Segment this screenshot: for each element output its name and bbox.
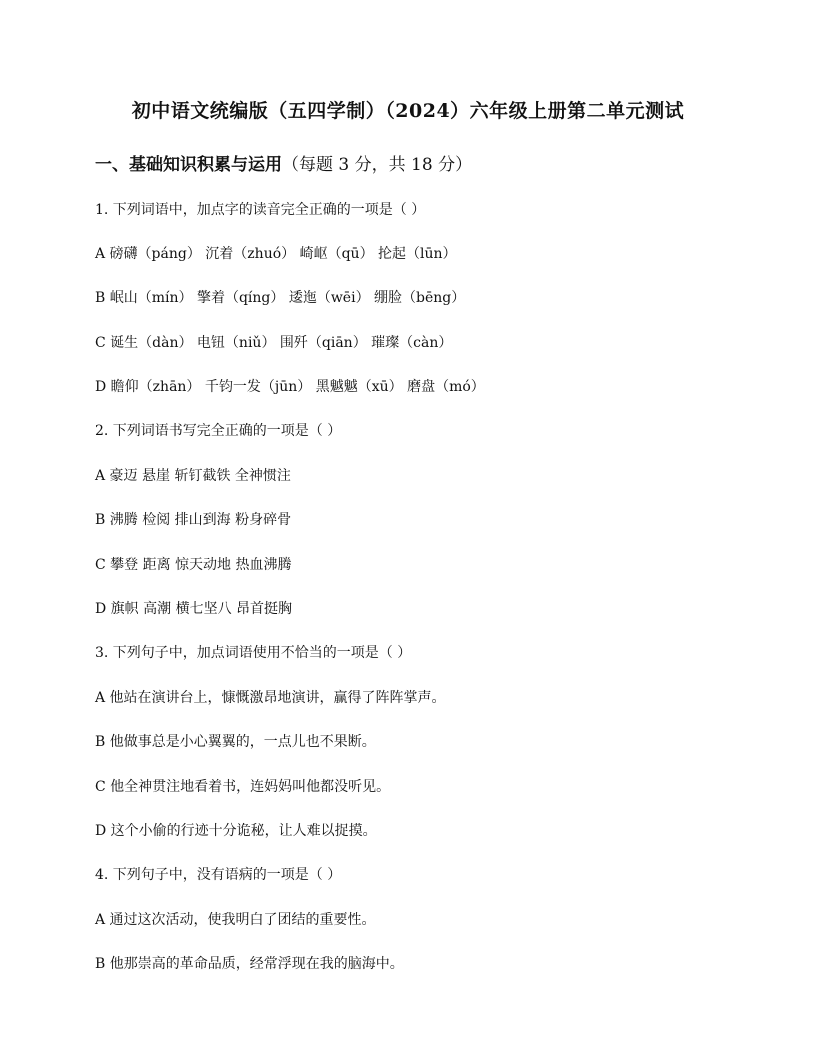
question-1: 1. 下列词语中，加点字的读音完全正确的一项是（ ） [95, 202, 426, 218]
question-4-option-b: B 他那崇高的革命品质，经常浮现在我的脑海中。 [95, 956, 404, 972]
section-heading [95, 150, 472, 175]
question-1-option-d: D 瞻仰（zhān） 千钧一发（jūn） 黑魆魆（xū） 磨盘（mó） [95, 379, 485, 395]
question-3: 3. 下列句子中，加点词语使用不恰当的一项是（ ） [95, 645, 412, 661]
document-title: 初中语文统编版（五四学制）（2024）六年级上册第二单元测试 [131, 100, 685, 122]
question-2-option-d: D 旗帜 高潮 横七坚八 昂首挺胸 [95, 601, 293, 617]
question-2: 2. 下列词语书写完全正确的一项是（ ） [95, 423, 342, 439]
section-heading-score: （每题 3 分，共 18 分） [282, 155, 473, 175]
question-3-option-b: B 他做事总是小心翼翼的，一点儿也不果断。 [95, 734, 376, 750]
section-heading-main: 一、基础知识积累与运用 [95, 155, 282, 175]
question-3-option-a: A 他站在演讲台上，慷慨激昂地演讲，赢得了阵阵掌声。 [95, 690, 446, 706]
question-4: 4. 下列句子中，没有语病的一项是（ ） [95, 867, 342, 883]
question-1-option-c: C 诞生（dàn） 电钮（niǔ） 围歼（qiān） 璀璨（càn） [95, 335, 453, 351]
question-1-option-b: B 岷山（mín） 擎着（qíng） 逶迤（wēi） 绷脸（bēng） [95, 290, 466, 306]
question-2-option-a: A 豪迈 悬崖 斩钉截铁 全神惯注 [95, 468, 291, 484]
question-1-option-a: A 磅礴（páng） 沉着（zhuó） 崎岖（qū） 抡起（lūn） [95, 246, 457, 262]
question-4-option-a: A 通过这次活动，使我明白了团结的重要性。 [95, 912, 376, 928]
question-3-option-c: C 他全神贯注地看着书，连妈妈叫他都没听见。 [95, 779, 391, 795]
question-2-option-b: B 沸腾 检阅 排山到海 粉身碎骨 [95, 512, 292, 528]
question-2-option-c: C 攀登 距离 惊天动地 热血沸腾 [95, 557, 292, 573]
question-3-option-d: D 这个小偷的行迹十分诡秘，让人难以捉摸。 [95, 823, 377, 839]
